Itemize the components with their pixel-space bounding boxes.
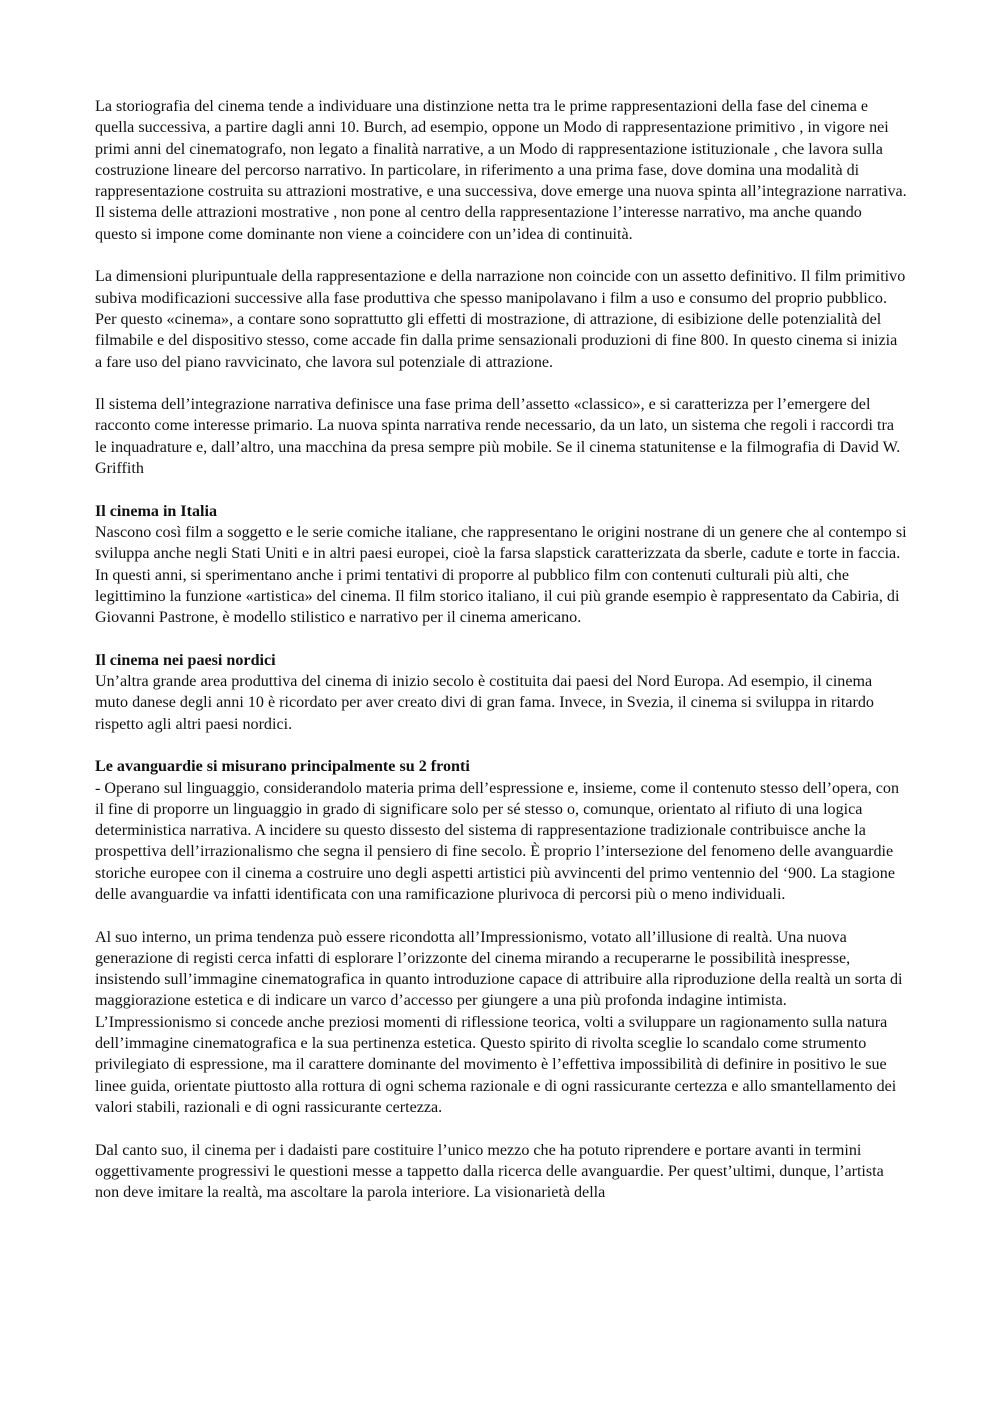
paragraph-text: La dimensioni pluripuntuale della rappresentazione e della narrazione non coincide con un assetto definitivo. Il film primitivo subiva modificazioni successive alla fase produttiva che spesso manipolavano i film a uso e consumo del proprio pubblico. Per questo «cinema», a contare sono soprattutto gli effetti di mostrazione, di attrazione, di esibizione delle potenzialità del filmabile e del dispositivo stesso, come accade fin dalla prime sensazionali produzioni di fine 800. In questo cinema si inizia a fare uso del piano ravvicinato, che lavora sul potenziale di attrazione.	[95, 268, 906, 371]
paragraph-text: Dal canto suo, il cinema per i dadaisti pare costituire l’unico mezzo che ha potuto riprendere e portare avanti in termini oggettivamente progressivi le questioni messe a tappetto dalla ricerca delle avanguardie. Per quest’ultimi, dunque, l’artista non deve imitare la realtà, ma ascoltare la parola interiore. La visionarietà della	[95, 1141, 884, 1202]
paragraph-text: - Operano sul linguaggio, considerandolo materia prima dell’espressione e, insieme, come il contenuto stesso dell’opera, con il fine di proporre un linguaggio in grado di significare solo per sé stesso o, comunque, orientato al rifiuto di una logica deterministica narrativa. A incidere su questo dissesto del sistema di rappresentazione tradizionale contribuisce anche la prospettiva dell’irrazionalismo che segna il pensiero di fine secolo. È proprio l’intersezione del fenomeno delle avanguardie storiche europee con il cinema a costruire uno degli aspetti artistici più avvincenti del primo ventennio del ‘900. La stagione delle avanguardie va infatti identificata con una ramificazione plurivoca di percorsi più o meno individuali.	[95, 779, 900, 903]
paragraph-impressionismo	[95, 927, 907, 1119]
paragraph-text: Un’altra grande area produttiva del cinema di inizio secolo è costituita dai paesi del Nord Europa. Ad esempio, il cinema muto danese degli anni 10 è ricordato per aver creato divi di gran fama. Invece, in Svezia, il cinema si sviluppa in ritardo rispetto agli altri paesi nordici.	[95, 673, 874, 733]
paragraph-storiografia	[95, 96, 907, 245]
section-cinema-italia	[95, 501, 907, 629]
section-heading: Il cinema nei paesi nordici	[95, 651, 276, 669]
paragraph-text: La storiografia del cinema tende a individuare una distinzione netta tra le prime rappresentazioni della fase del cinema e quella successiva, a partire dagli anni 10. Burch, ad esempio, oppone un Modo di rappresentazione primitivo , in vigore nei primi anni del cinematografo, non legato a finalità narrative, a un Modo di rappresentazione istituzionale , che lavora sulla costruzione lineare del percorso narrativo. In particolare, in riferimento a una prima fase, dove domina una modalità di rappresentazione costruita su attrazioni mostrative, e una successiva, dove emerge una nuova spinta all’integrazione narrativa. Il sistema delle attrazioni mostrative , non pone al centro della rappresentazione l’interesse narrativo, ma anche quando questo si impone come dominante non viene a coincidere con un’idea di continuità.	[95, 98, 907, 243]
section-avanguardie	[95, 756, 907, 905]
paragraph-dimensioni	[95, 266, 907, 372]
document-page	[95, 96, 907, 1225]
section-paesi-nordici	[95, 650, 907, 735]
paragraph-integrazione-narrativa	[95, 394, 907, 479]
section-heading: Le avanguardie si misurano principalmente su 2 fronti	[95, 758, 470, 776]
paragraph-dadaisti	[95, 1140, 907, 1204]
section-heading: Il cinema in Italia	[95, 502, 218, 520]
paragraph-text: Al suo interno, un prima tendenza può essere ricondotta all’Impressionismo, votato all’illusione di realtà. Una nuova generazione di registi cerca infatti di esplorare l’orizzonte del cinema mirando a recuperarne le possibilità inespresse, insistendo sull’immagine cinematografica in quanto introduzione capace di attribuire alla riproduzione della realtà un sorta di maggiorazione estetica e di indicare un varco d’accesso per giungere a una più profonda indagine intimista. L’Impressionismo si concede anche preziosi momenti di riflessione teorica, volti a sviluppare un ragionamento sulla natura dell’immagine cinematografica e la sua pertinenza estetica. Questo spirito di rivolta sceglie lo scandalo come strumento privilegiato di espressione, ma il carattere dominante del movimento è l’effettiva impossibilità di definire in positivo le sue linee guida, orientate piuttosto alla rottura di ogni schema razionale e di ogni rassicurante certezza e allo smantellamento dei valori stabili, razionali e di ogni rassicurante certezza.	[95, 928, 903, 1116]
paragraph-text: Nascono così film a soggetto e le serie comiche italiane, che rappresentano le origini nostrane di un genere che al contempo si sviluppa anche negli Stati Uniti e in altri paesi europei, cioè la farsa slapstick caratterizzata da sberle, cadute e torte in faccia. In questi anni, si sperimentano anche i primi tentativi di proporre al pubblico film con contenuti culturali più alti, che legittimino la funzione «artistica» del cinema. Il film storico italiano, il cui più grande esempio è rappresentato da Cabiria, di Giovanni Pastrone, è modello stilistico e narrativo per il cinema americano.	[95, 523, 907, 627]
paragraph-text: Il sistema dell’integrazione narrativa definisce una fase prima dell’assetto «classico», e si caratterizza per l’emergere del racconto come interesse primario. La nuova spinta narrativa rende necessario, da un lato, un sistema che regoli i raccordi tra le inquadrature e, dall’altro, una macchina da presa sempre più mobile. Se il cinema statunitense e la filmografia di David W. Griffith	[95, 396, 901, 478]
